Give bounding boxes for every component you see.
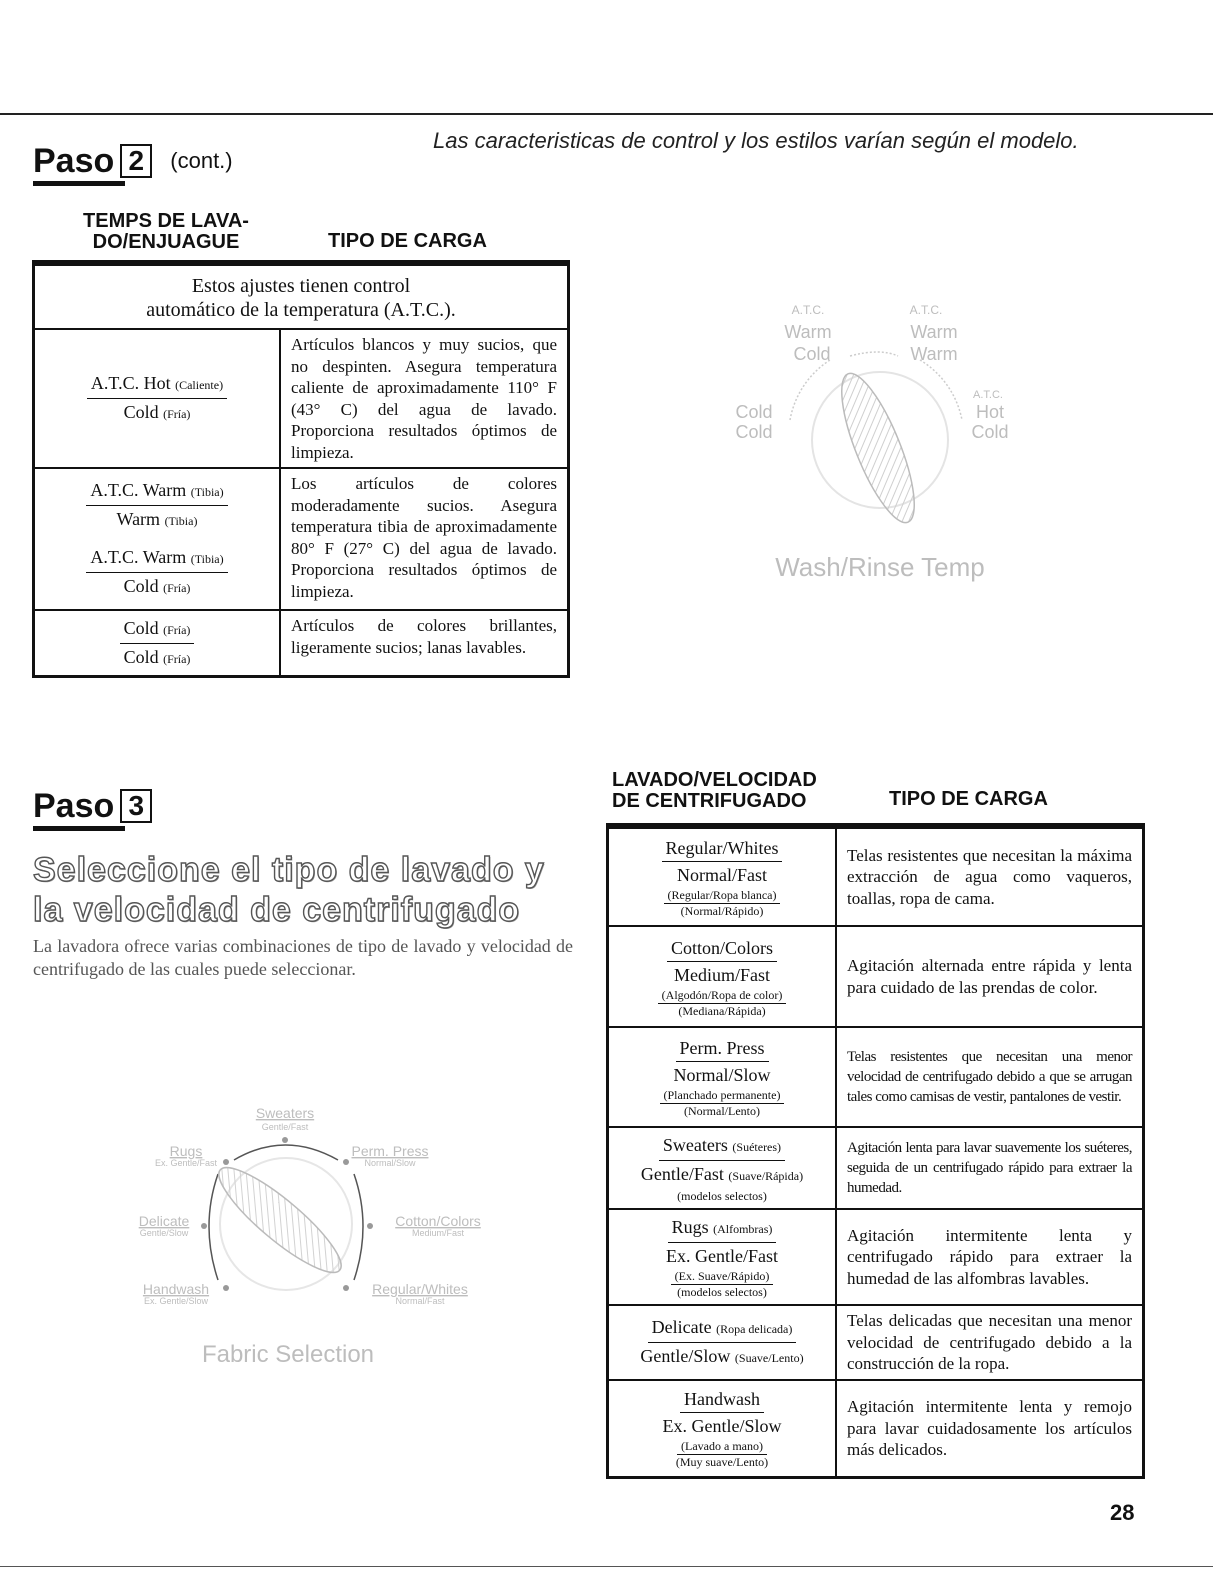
step3-number: 3: [120, 789, 152, 823]
fabric-dial-arc-left: [209, 1174, 218, 1280]
fabric-cotton-colors: Cotton/Colors: [395, 1213, 481, 1229]
fabric-dial-title: Fabric Selection: [201, 1341, 375, 1368]
fabric-desc: Telas resistentes que necesitan la máxima extracción de agua como vaqueros, toallas, ropa de cama.: [836, 826, 1144, 926]
temp-pos1-warm: Warm: [784, 322, 832, 342]
fabric-dot: [223, 1159, 229, 1165]
fabric-desc: Agitación intermitente lenta y centrifugado rápido para extraer la humedad de las alfombras lavables.: [836, 1209, 1144, 1305]
fabric-regular-whites: Regular/Whites: [372, 1281, 468, 1297]
fabric-rugs-sub: Ex. Gentle/Fast: [154, 1158, 218, 1168]
fabric-desc: Telas delicadas que necesitan una menor velocidad de centrifugado debido a la construcción de la ropa.: [836, 1305, 1144, 1380]
temp-pos3-atc: A.T.C.: [973, 389, 1003, 401]
fabric-delicate: Delicate: [138, 1213, 190, 1229]
fabric-handwash-sub: Ex. Gentle/Slow: [143, 1296, 209, 1306]
page-number: 28: [1110, 1500, 1135, 1525]
fabric-dot: [223, 1285, 229, 1291]
fabric-dial-knob[interactable]: [207, 1155, 352, 1286]
fabric-dot: [201, 1223, 207, 1229]
temp-dial-title: Wash/Rinse Temp: [775, 552, 985, 582]
temp-desc: Artículos blancos y muy sucios, que no despinten. Asegura temperatura caliente de aproximadamente 110° F (43° C) del agua de lavado. Proporciona resultados óptimos de limpieza.: [280, 329, 569, 468]
banner-line-1: Estos ajustes tienen control: [191, 275, 411, 297]
temp-pos2-atc: A.T.C.: [909, 303, 943, 317]
table-row: Handwash Ex. Gentle/Slow (Lavado a mano) (Muy suave/Lento) Agitación intermitente lenta y remojo para lavar cuidadosamente los artículos más delicados.: [608, 1380, 1144, 1478]
fabric-perm-press-sub: Normal/Slow: [364, 1158, 416, 1168]
top-rule: [0, 113, 1213, 115]
table-row: A.T.C. Warm (Tibia) Warm (Tibia) A.T.C. Warm (Tibia) Cold (Fría) Los artículos de colores moderadamente sucios. Asegura temperatura tibia de aproximadamente 80° F (27° C) del agua de lavado. Proporciona resultados óptimos de limpieza.: [34, 468, 569, 610]
step3-headline: Seleccione el tipo de lavado y la velocidad de centrifugado: [33, 851, 545, 929]
step2-heading: [33, 142, 233, 186]
temp-desc: Artículos de colores brillantes, ligeramente sucios; lanas lavables.: [280, 610, 569, 677]
table-row: Sweaters (Suéteres) Gentle/Fast (Suave/Rápida) (modelos selectos) Agitación lenta para lavar suavemente los suéteres, seguida de un centrifugado rápido para extraer la humedad.: [608, 1127, 1144, 1209]
fabric-handwash: Handwash: [142, 1281, 210, 1297]
fabric-desc: Agitación lenta para lavar suavemente los suéteres, seguida de un centrifugado rápido para extraer la humedad.: [836, 1127, 1144, 1209]
step2-word: Paso: [33, 142, 115, 180]
step2-col1-head: TEMPS DE LAVA- DO/ENJUAGUE: [83, 210, 249, 253]
temp-pos4-cold2: Cold: [735, 422, 773, 442]
fabric-dot: [343, 1285, 349, 1291]
fabric-desc: Telas resistentes que necesitan una menor velocidad de centrifugado debido a que se arrugan tales como camisas de vestir, pantalones de vestir.: [836, 1027, 1144, 1127]
step2-col2-head: TIPO DE CARGA: [328, 230, 487, 252]
step2-number: 2: [120, 144, 152, 178]
step2-underline: [33, 181, 125, 186]
fabric-dot: [282, 1137, 288, 1143]
step3-intro: La lavadora ofrece varias combinaciones de tipo de lavado y velocidad de centrifugado de las cuales puede seleccionar.: [33, 936, 573, 979]
step3-underline: [33, 826, 125, 831]
step3-col1-head: LAVADO/VELOCIDAD DE CENTRIFUGADO: [612, 769, 817, 812]
temp-table: [32, 260, 570, 678]
table-row: Rugs (Alfombras) Ex. Gentle/Fast (Ex. Suave/Rápido) (modelos selectos) Agitación intermitente lenta y centrifugado rápido para extraer la humedad de las alfombras lavables.: [608, 1209, 1144, 1305]
temp-table-banner: [34, 263, 569, 329]
fabric-dot: [343, 1159, 349, 1165]
fabric-perm-press: Perm. Press: [351, 1143, 429, 1159]
fabric-dial-arc-right: [354, 1174, 363, 1280]
temp-pos1-atc: A.T.C.: [791, 303, 825, 317]
page-subtitle: Las caracteristicas de control y los estilos varían según el modelo.: [433, 128, 1079, 153]
temp-pos3-hot: Hot: [975, 402, 1005, 422]
fabric-table: [606, 823, 1145, 1479]
temp-dial-arc-top: [850, 352, 898, 356]
table-row: Regular/Whites Normal/Fast (Regular/Ropa blanca) (Normal/Rápido) Telas resistentes que necesitan la máxima extracción de agua como vaqueros, toallas, ropa de cama.: [608, 826, 1144, 926]
fabric-regular-whites-sub: Normal/Fast: [395, 1296, 445, 1306]
table-row: A.T.C. Hot (Caliente) Cold (Fría) Artículos blancos y muy sucios, que no despinten. Asegura temperatura caliente de aproximadamente 110° F (43° C) del agua de lavado. Proporciona resultados óptimos de limpieza.: [34, 329, 569, 468]
fabric-rugs: Rugs: [169, 1143, 203, 1159]
fabric-desc: Agitación alternada entre rápida y lenta para cuidado de las prendas de color.: [836, 926, 1144, 1027]
table-row: Delicate (Ropa delicada) Gentle/Slow (Suave/Lento) Telas delicadas que necesitan una menor velocidad de centrifugado debido a la construcción de la ropa.: [608, 1305, 1144, 1380]
fabric-sweaters-sub: Gentle/Fast: [261, 1122, 309, 1132]
temp-dial-illustration: [700, 290, 1060, 590]
table-row: Perm. Press Normal/Slow (Planchado permanente) (Normal/Lento) Telas resistentes que necesitan una menor velocidad de centrifugado debido a que se arrugan tales como camisas de vestir, pantalones de vestir.: [608, 1027, 1144, 1127]
fabric-sweaters: Sweaters: [255, 1105, 315, 1121]
banner-line-2: automático de la temperatura (A.T.C.).: [146, 299, 456, 321]
temp-pos1-cold: Cold: [793, 344, 831, 364]
step3-word: Paso: [33, 787, 115, 825]
temp-pos2-warm: Warm: [910, 322, 958, 342]
step3-heading: [33, 787, 152, 831]
fabric-dot: [367, 1223, 373, 1229]
fabric-cotton-colors-sub: Medium/Fast: [411, 1228, 465, 1238]
temp-pos4-cold: Cold: [735, 402, 773, 422]
temp-dial-arc-left: [790, 360, 830, 420]
bottom-rule: [0, 1566, 1213, 1567]
fabric-delicate-sub: Gentle/Slow: [139, 1228, 189, 1238]
fabric-desc: Agitación intermitente lenta y remojo para lavar cuidadosamente los artículos más delicados.: [836, 1380, 1144, 1478]
fabric-dial-illustration: [120, 1100, 520, 1380]
temp-dial-knob[interactable]: [828, 366, 929, 531]
temp-pos3-cold: Cold: [971, 422, 1009, 442]
step3-col2-head: TIPO DE CARGA: [889, 788, 1048, 810]
table-row: Cold (Fría) Cold (Fría) Artículos de colores brillantes, ligeramente sucios; lanas lavables.: [34, 610, 569, 677]
step2-cont: (cont.): [170, 148, 233, 173]
temp-pos2-warm2: Warm: [910, 344, 958, 364]
temp-desc: Los artículos de colores moderadamente sucios. Asegura temperatura tibia de aproximadamente 80° F (27° C) del agua de lavado. Proporciona resultados óptimos de limpieza.: [280, 468, 569, 610]
table-row: Cotton/Colors Medium/Fast (Algodón/Ropa de color) (Mediana/Rápida) Agitación alternada entre rápida y lenta para cuidado de las prendas de color.: [608, 926, 1144, 1027]
